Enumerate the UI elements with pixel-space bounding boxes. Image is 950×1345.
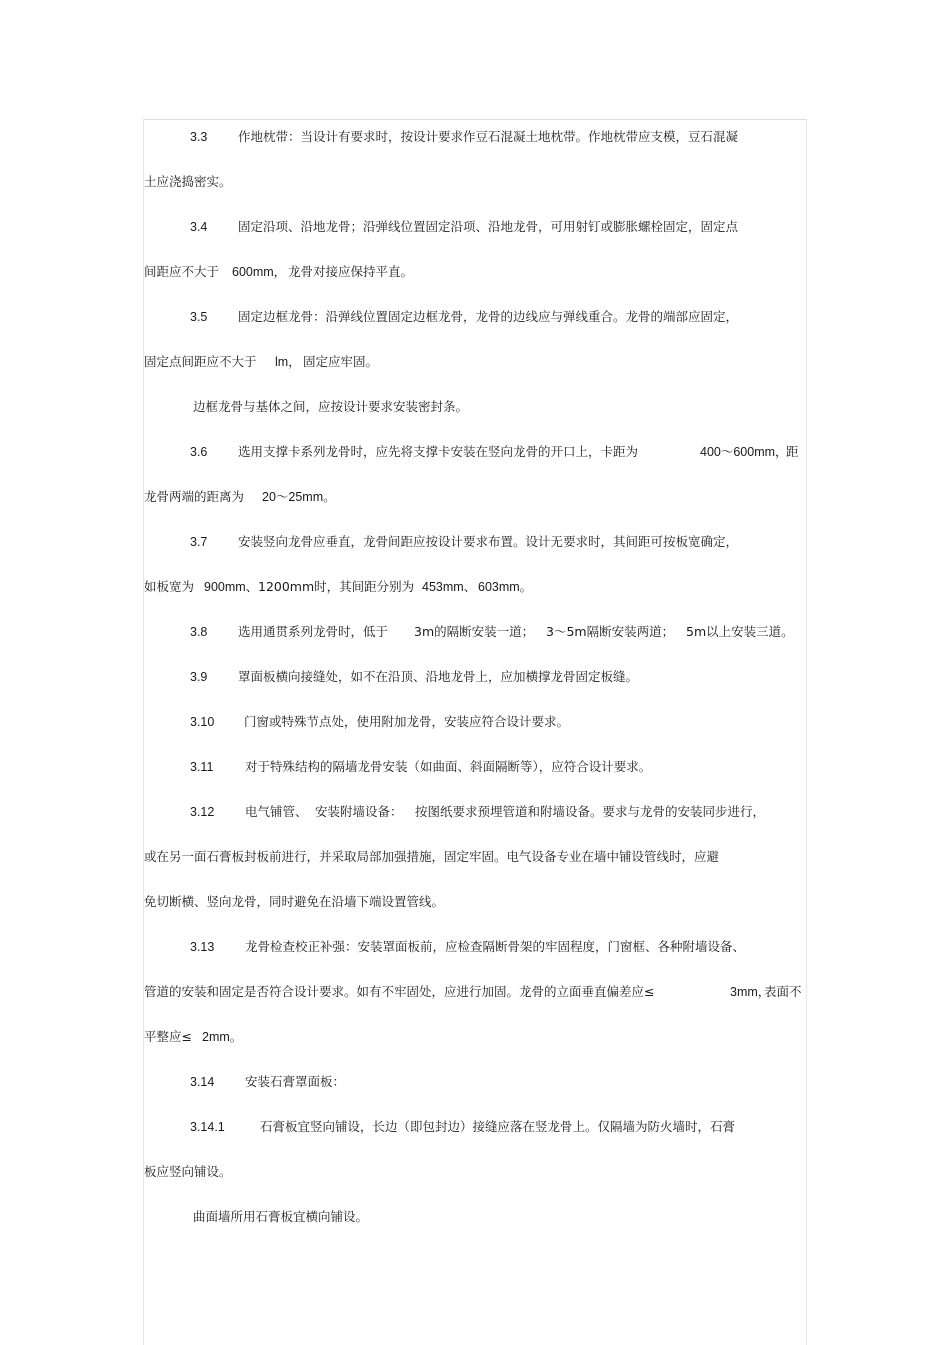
value: 3mm，	[730, 985, 771, 999]
section-number: 3.6	[190, 445, 208, 459]
paragraph-text: 门窗或特殊节点处，使用附加龙骨，安装应符合设计要求。	[244, 714, 570, 729]
text-segment: 龙骨对接应保持平直。	[288, 264, 414, 279]
paragraph-3-8	[190, 624, 794, 640]
value: 2mm。	[202, 1030, 243, 1044]
text-segment: 电气铺管、	[245, 804, 308, 819]
paragraph-text: 作地枕带：当设计有要求时，按设计要求作豆石混凝土地枕带。作地枕带应支模，豆石混凝	[238, 129, 739, 144]
text-segment: 距	[786, 444, 799, 459]
paragraph-3-6	[190, 444, 799, 460]
value: 20～25mm。	[262, 490, 336, 504]
paragraph-text: 选用支撑卡系列龙骨时，应先将支撑卡安装在竖向龙骨的开口上，卡距为	[238, 444, 639, 459]
paragraph-text: 土应浇捣密实。	[144, 174, 232, 189]
paragraph-text: 免切断横、竖向龙骨，同时避免在沿墙下端设置管线。	[144, 894, 445, 909]
value: 400～600mm，	[700, 445, 788, 459]
value: 453mm、	[422, 580, 477, 594]
paragraph-text: 固定沿项、沿地龙骨；沿弹线位置固定沿项、沿地龙骨，可用射钉或膨胀螺栓固定，固定点	[238, 219, 739, 234]
paragraph-text: 固定边框龙骨：沿弹线位置固定边框龙骨，龙骨的边线应与弹线重合。龙骨的端部应固定，	[238, 309, 739, 324]
paragraph-text: 龙骨检查校正补强：安装罩面板前，应检查隔断骨架的牢固程度，门窗框、各种附墙设备、	[245, 939, 746, 954]
paragraph-line	[144, 579, 532, 595]
paragraph-line	[144, 489, 336, 505]
value: lm，	[275, 355, 301, 369]
paragraph-3-12	[190, 804, 765, 820]
text-segment: 龙骨两端的距离为	[144, 489, 245, 504]
paragraph-3-14-1	[190, 1119, 735, 1135]
paragraph-3-13	[190, 939, 745, 955]
paragraph-line	[144, 1029, 242, 1045]
paragraph-text: 曲面墙所用石膏板宜横向铺设。	[193, 1209, 369, 1224]
text-segment: 3m的隔断安装一道；	[414, 624, 535, 639]
paragraph-3-3	[190, 129, 738, 145]
text-segment: 固定应牢固。	[303, 354, 379, 369]
paragraph-line	[144, 264, 413, 280]
value: 900mm、	[204, 580, 259, 594]
paragraph-3-14	[190, 1074, 345, 1090]
value: 603mm。	[478, 580, 533, 594]
paragraph-text: 或在另一面石膏板封板前进行，并采取局部加强措施，固定牢固。电气设备专业在墙中铺设管线时，应避	[144, 849, 720, 864]
paragraph-text: 安装竖向龙骨应垂直，龙骨间距应按设计要求布置。设计无要求时，其间距可按板宽确定，	[238, 534, 739, 549]
section-number: 3.8	[190, 625, 208, 639]
paragraph-text: 对于特殊结构的隔墙龙骨安装（如曲面、斜面隔断等），应符合设计要求。	[245, 759, 652, 774]
text-segment: 如板宽为	[144, 579, 195, 594]
section-number: 3.10	[190, 715, 215, 729]
paragraph-text: 罩面板横向接缝处，如不在沿顶、沿地龙骨上，应加横撑龙骨固定板缝。	[238, 669, 639, 684]
paragraph-3-7	[190, 534, 738, 550]
value: 600mm，	[232, 265, 287, 279]
paragraph-text: 安装石膏罩面板：	[245, 1074, 346, 1089]
paragraph-text: 石膏板宜竖向铺设，长边（即包封边）接缝应落在竖龙骨上。仅隔墙为防火墙时，石膏	[260, 1119, 736, 1134]
text-segment: 3～5m隔断安装两道；	[546, 624, 675, 639]
paragraph-line	[144, 354, 378, 370]
text-segment: 5m以上安装三道。	[686, 624, 794, 639]
section-number: 3.3	[190, 130, 208, 144]
section-number: 3.4	[190, 220, 208, 234]
section-number: 3.13	[190, 940, 215, 954]
section-number: 3.9	[190, 670, 208, 684]
paragraph-3-5	[190, 309, 738, 325]
text-segment: 间距应不大于	[144, 264, 220, 279]
section-number: 3.7	[190, 535, 208, 549]
text-segment: 表面不	[764, 984, 802, 999]
text-segment: 安装附墙设备：	[315, 804, 403, 819]
paragraph-3-10	[190, 714, 569, 730]
paragraph-text: 板应竖向铺设。	[144, 1164, 232, 1179]
paragraph-3-11	[190, 759, 651, 775]
text-segment: 1200mm时，其间距分别为	[258, 579, 415, 594]
paragraph-text: 边框龙骨与基体之间，应按设计要求安装密封条。	[193, 399, 469, 414]
section-number: 3.14.1	[190, 1120, 225, 1134]
text-segment: 平整应≤	[144, 1029, 192, 1044]
text-segment: 固定点间距应不大于	[144, 354, 257, 369]
page-frame	[143, 119, 807, 1345]
paragraph-3-9	[190, 669, 638, 685]
text-segment: 选用通贯系列龙骨时，低于	[238, 624, 389, 639]
section-number: 3.11	[190, 760, 214, 774]
section-number: 3.5	[190, 310, 208, 324]
section-number: 3.12	[190, 805, 215, 819]
paragraph-line	[144, 984, 802, 1000]
text-segment: 管道的安装和固定是否符合设计要求。如有不牢固处，应进行加固。龙骨的立面垂直偏差应≤	[144, 984, 655, 999]
text-segment: 按图纸要求预埋管道和附墙设备。要求与龙骨的安装同步进行，	[415, 804, 766, 819]
paragraph-3-4	[190, 219, 738, 235]
section-number: 3.14	[190, 1075, 215, 1089]
